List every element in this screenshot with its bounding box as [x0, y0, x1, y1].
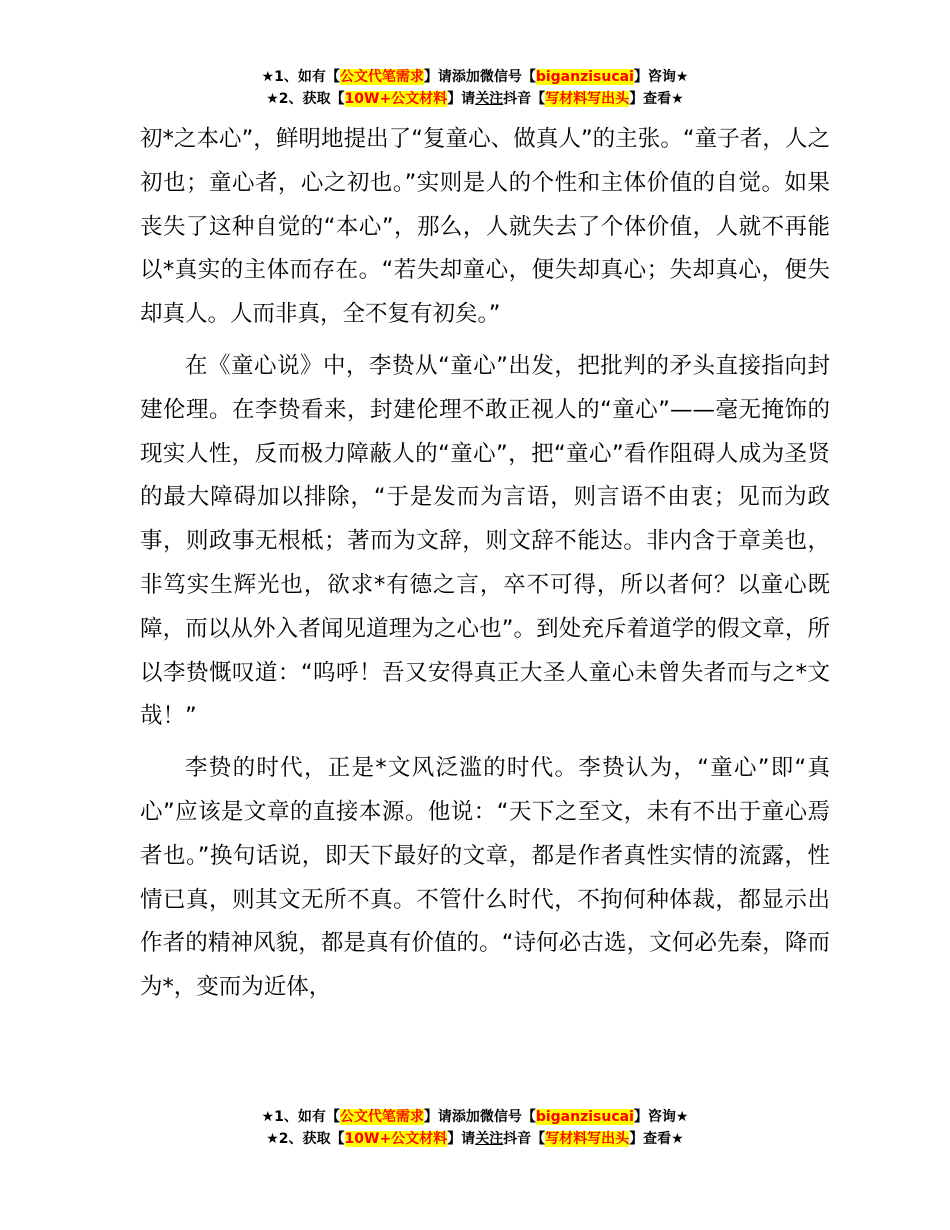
highlight-service: 公文代笔需求	[339, 69, 424, 85]
highlight-service: 公文代笔需求	[339, 1109, 424, 1125]
banner-text: ★1、如有【	[261, 1109, 340, 1125]
document-body	[140, 118, 830, 1018]
banner-emphasis: 添加	[451, 69, 480, 85]
banner-text: ★1、如有【	[261, 69, 340, 85]
banner-line-1	[0, 66, 950, 88]
paragraph-2: 在《童心说》中，李贽从“童心”出发，把批判的矛头直接指向封建伦理。在李贽看来，封建伦理不敢正视人的“童心”——毫无掩饰的现实人性，反而极力障蔽人的“童心”，把“童心”看作阻碍人成为圣贤的最大障碍加以排除，“于是发而为言语，则言语不由衷；见而为政事，则政事无根柢；著而为文辞，则文辞不能达。非内含于章美也，非笃实生辉光也，欲求*有德之言，卒不可得，所以者何？以童心既障，而以从外入者闻见道理为之心也”。到处充斥着道学的假文章，所以李贽慨叹道：“呜呼！吾又安得真正大圣人童心未曾失者而与之*文哉！”	[140, 352, 830, 730]
highlight-douyin-account: 写材料写出头	[545, 1131, 630, 1147]
banner-line-2	[0, 88, 950, 110]
banner-text: 】请	[447, 1131, 476, 1147]
footer-banner	[0, 1106, 950, 1150]
banner-text: 微信号【	[479, 69, 536, 85]
highlight-wechat-id: biganzisucai	[535, 1109, 634, 1125]
highlight-materials: 10W+公文材料	[344, 91, 448, 107]
banner-emphasis: 关注	[475, 91, 504, 107]
paragraph-3: 李贽的时代，正是*文风泛滥的时代。李贽认为，“童心”即“真心”应该是文章的直接本源。他说：“天下之至文，未有不出于童心焉者也。”换句话说，即天下最好的文章，都是作者真性实情的流露，性情已真，则其文无所不真。不管什么时代，不拘何种体裁，都显示出作者的精神风貌，都是真有价值的。“诗何必古选，文何必先秦，降而为*，变而为近体，	[140, 755, 830, 1001]
banner-text: 】请	[447, 91, 476, 107]
footer-line-1	[0, 1106, 950, 1128]
banner-text: 抖音【	[503, 91, 546, 107]
banner-emphasis: 关注	[475, 1131, 504, 1147]
paragraph-1: 初*之本心”，鲜明地提出了“复童心、做真人”的主张。“童子者，人之初也；童心者，心之初也。”实则是人的个性和主体价值的自觉。如果丧失了这种自觉的“本心”，那么，人就失去了个体价值，人就不再能以*真实的主体而存在。“若失却童心，便失却真心；失却真心，便失却真人。人而非真，全不复有初矣。”	[140, 126, 830, 328]
banner-text: 】查看★	[629, 1131, 684, 1147]
banner-text: ★2、获取【	[266, 91, 345, 107]
banner-text: 】查看★	[629, 91, 684, 107]
banner-text: 】咨询★	[633, 69, 689, 85]
highlight-douyin-account: 写材料写出头	[545, 91, 630, 107]
banner-emphasis: 添加	[451, 1109, 480, 1125]
banner-text: 】请	[423, 1109, 452, 1125]
highlight-materials: 10W+公文材料	[344, 1131, 448, 1147]
banner-text: 】请	[423, 69, 452, 85]
banner-text: 抖音【	[503, 1131, 546, 1147]
banner-text: 微信号【	[479, 1109, 536, 1125]
highlight-wechat-id: biganzisucai	[535, 69, 634, 85]
header-banner	[0, 66, 950, 110]
banner-text: ★2、获取【	[266, 1131, 345, 1147]
footer-line-2	[0, 1128, 950, 1150]
banner-text: 】咨询★	[633, 1109, 689, 1125]
